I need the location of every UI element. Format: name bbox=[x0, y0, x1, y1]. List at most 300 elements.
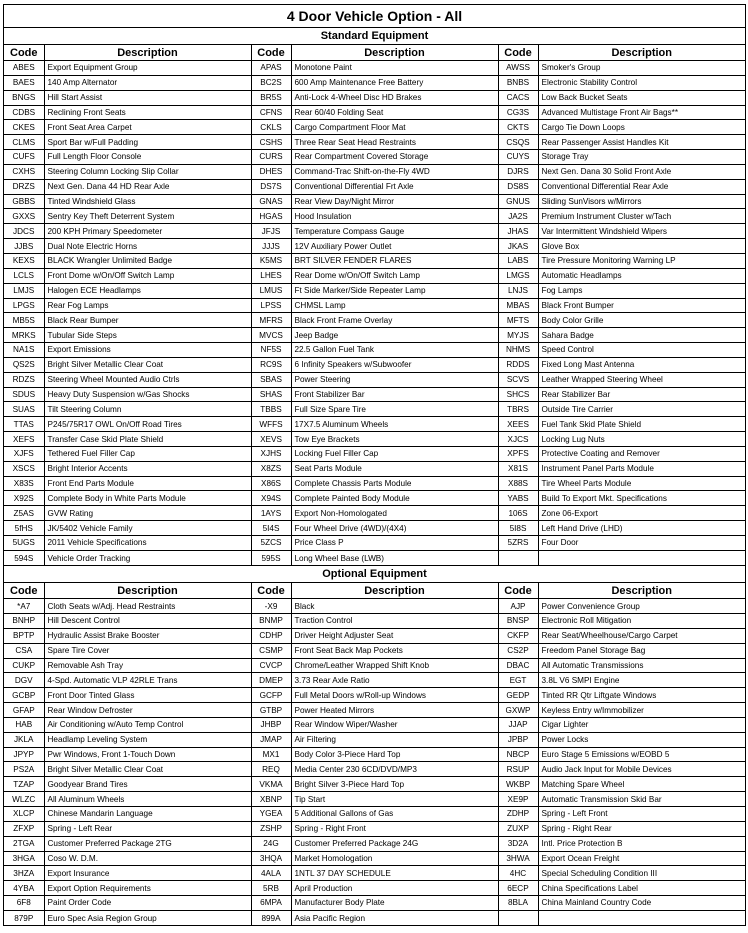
option-description: Anti-Lock 4-Wheel Disc HD Brakes bbox=[291, 90, 498, 105]
option-code: SHCS bbox=[498, 387, 538, 402]
table-row bbox=[4, 717, 745, 732]
table-row bbox=[4, 476, 745, 491]
option-code: BNSP bbox=[498, 614, 538, 629]
option-code: QS2S bbox=[4, 357, 44, 372]
option-description: Fog Lamps bbox=[538, 283, 745, 298]
description-header: Description bbox=[44, 583, 251, 599]
code-header: Code bbox=[4, 45, 44, 61]
option-description: JK/5402 Vehicle Family bbox=[44, 521, 251, 536]
option-description: Rear 60/40 Folding Seat bbox=[291, 105, 498, 120]
option-description: Export Insurance bbox=[44, 866, 251, 881]
option-code: APAS bbox=[251, 61, 291, 76]
option-code: GTBP bbox=[251, 703, 291, 718]
option-code: DS7S bbox=[251, 179, 291, 194]
option-code: 6F8 bbox=[4, 896, 44, 911]
option-description: Rear Stabilizer Bar bbox=[538, 387, 745, 402]
option-description: Command-Trac Shift-on-the-Fly 4WD bbox=[291, 164, 498, 179]
option-code: CACS bbox=[498, 90, 538, 105]
option-code: ZSHP bbox=[251, 821, 291, 836]
option-code: YGEA bbox=[251, 807, 291, 822]
option-code: SUAS bbox=[4, 402, 44, 417]
option-code: SCVS bbox=[498, 372, 538, 387]
option-code: 4HC bbox=[498, 866, 538, 881]
option-code: GNUS bbox=[498, 194, 538, 209]
option-description: Sliding SunVisors w/Mirrors bbox=[538, 194, 745, 209]
option-code: XE9P bbox=[498, 792, 538, 807]
table-row bbox=[4, 387, 745, 402]
option-code: CSMP bbox=[251, 643, 291, 658]
option-code: 5ZCS bbox=[251, 536, 291, 551]
option-code: LMGS bbox=[498, 268, 538, 283]
option-code: VKMA bbox=[251, 777, 291, 792]
option-description: Next Gen. Dana 30 Solid Front Axle bbox=[538, 164, 745, 179]
option-code: GCBP bbox=[4, 688, 44, 703]
option-description: Paint Order Code bbox=[44, 896, 251, 911]
option-code: K5MS bbox=[251, 253, 291, 268]
option-code: DHES bbox=[251, 164, 291, 179]
option-code: 3HGA bbox=[4, 851, 44, 866]
option-description: Audio Jack Input for Mobile Devices bbox=[538, 762, 745, 777]
option-description: GVW Rating bbox=[44, 506, 251, 521]
table-row bbox=[4, 506, 745, 521]
table-row bbox=[4, 298, 745, 313]
option-description: Fixed Long Mast Antenna bbox=[538, 357, 745, 372]
option-code: RC9S bbox=[251, 357, 291, 372]
option-description: 3.73 Rear Axle Ratio bbox=[291, 673, 498, 688]
option-description: Black Front Bumper bbox=[538, 298, 745, 313]
option-description: Heavy Duty Suspension w/Gas Shocks bbox=[44, 387, 251, 402]
option-code: BNBS bbox=[498, 75, 538, 90]
option-description: Tinted Windshield Glass bbox=[44, 194, 251, 209]
option-code: CKES bbox=[4, 120, 44, 135]
option-description: Tow Eye Brackets bbox=[291, 432, 498, 447]
option-description: Customer Preferred Package 24G bbox=[291, 836, 498, 851]
option-description: Full Metal Doors w/Roll-up Windows bbox=[291, 688, 498, 703]
optional-section-title: Optional Equipment bbox=[4, 565, 745, 583]
option-description: Matching Spare Wheel bbox=[538, 777, 745, 792]
option-description: Build To Export Mkt. Specifications bbox=[538, 491, 745, 506]
option-description: Electronic Roll Mitigation bbox=[538, 614, 745, 629]
option-code: WFFS bbox=[251, 417, 291, 432]
table-row bbox=[4, 357, 745, 372]
option-description: Price Class P bbox=[291, 536, 498, 551]
option-code: BNMP bbox=[251, 614, 291, 629]
option-description: 2011 Vehicle Specifications bbox=[44, 536, 251, 551]
table-row bbox=[4, 61, 745, 76]
option-code: Z5AS bbox=[4, 506, 44, 521]
option-description: Spring - Left Rear bbox=[44, 821, 251, 836]
option-description: Headlamp Leveling System bbox=[44, 732, 251, 747]
code-header: Code bbox=[251, 583, 291, 599]
option-code: TTAS bbox=[4, 417, 44, 432]
option-code: GXXS bbox=[4, 209, 44, 224]
option-code bbox=[498, 910, 538, 925]
option-description: Intl. Price Protection B bbox=[538, 836, 745, 851]
option-code: CDHP bbox=[251, 628, 291, 643]
option-description: Zone 06-Export bbox=[538, 506, 745, 521]
option-code: CDBS bbox=[4, 105, 44, 120]
option-code: MBAS bbox=[498, 298, 538, 313]
option-description: Advanced Multistage Front Air Bags** bbox=[538, 105, 745, 120]
option-description: Spring - Right Rear bbox=[538, 821, 745, 836]
option-code: MB5S bbox=[4, 313, 44, 328]
option-code: -X9 bbox=[251, 599, 291, 614]
option-description: April Production bbox=[291, 881, 498, 896]
option-description: Speed Control bbox=[538, 343, 745, 358]
option-code: WLZC bbox=[4, 792, 44, 807]
option-description: Four Door bbox=[538, 536, 745, 551]
option-code: 24G bbox=[251, 836, 291, 851]
option-description: Conventional Differential Rear Axle bbox=[538, 179, 745, 194]
option-code: ZFXP bbox=[4, 821, 44, 836]
page-title: 4 Door Vehicle Option - All bbox=[4, 5, 745, 28]
table-row bbox=[4, 417, 745, 432]
option-description: Instrument Panel Parts Module bbox=[538, 461, 745, 476]
option-description: Low Back Bucket Seats bbox=[538, 90, 745, 105]
option-code: LMUS bbox=[251, 283, 291, 298]
description-header: Description bbox=[538, 583, 745, 599]
option-description: Manufacturer Body Plate bbox=[291, 896, 498, 911]
option-code: MYJS bbox=[498, 328, 538, 343]
option-code: TBBS bbox=[251, 402, 291, 417]
option-description: Sentry Key Theft Deterrent System bbox=[44, 209, 251, 224]
option-code: XPFS bbox=[498, 446, 538, 461]
option-code: CKTS bbox=[498, 120, 538, 135]
option-description: Pwr Windows, Front 1-Touch Down bbox=[44, 747, 251, 762]
option-description: Spring - Left Front bbox=[538, 807, 745, 822]
option-code: CSHS bbox=[251, 135, 291, 150]
option-code: CKLS bbox=[251, 120, 291, 135]
option-description: Storage Tray bbox=[538, 150, 745, 165]
option-description: Automatic Transmission Skid Bar bbox=[538, 792, 745, 807]
table-row bbox=[4, 150, 745, 165]
option-code: XSCS bbox=[4, 461, 44, 476]
option-description: Steering Wheel Mounted Audio Ctrls bbox=[44, 372, 251, 387]
table-row bbox=[4, 836, 745, 851]
table-row bbox=[4, 432, 745, 447]
option-code: LHES bbox=[251, 268, 291, 283]
option-code: BNGS bbox=[4, 90, 44, 105]
option-code: PS2A bbox=[4, 762, 44, 777]
option-description: Rear Passenger Assist Handles Kit bbox=[538, 135, 745, 150]
option-code: X94S bbox=[251, 491, 291, 506]
option-description: Transfer Case Skid Plate Shield bbox=[44, 432, 251, 447]
option-code: CVCP bbox=[251, 658, 291, 673]
option-description: Hill Descent Control bbox=[44, 614, 251, 629]
option-description: Coso W. D.M. bbox=[44, 851, 251, 866]
table-row bbox=[4, 239, 745, 254]
option-code: 5ZRS bbox=[498, 536, 538, 551]
option-code: JPYP bbox=[4, 747, 44, 762]
option-description: Complete Painted Body Module bbox=[291, 491, 498, 506]
option-description: Removable Ash Tray bbox=[44, 658, 251, 673]
table-row bbox=[4, 792, 745, 807]
option-description: 22.5 Gallon Fuel Tank bbox=[291, 343, 498, 358]
option-code: XLCP bbox=[4, 807, 44, 822]
option-code: JHAS bbox=[498, 224, 538, 239]
option-description: Tire Pressure Monitoring Warning LP bbox=[538, 253, 745, 268]
option-description: All Automatic Transmissions bbox=[538, 658, 745, 673]
table-row bbox=[4, 268, 745, 283]
option-description: Tire Wheel Parts Module bbox=[538, 476, 745, 491]
option-code: JJAP bbox=[498, 717, 538, 732]
option-code: CS2P bbox=[498, 643, 538, 658]
option-code: XJCS bbox=[498, 432, 538, 447]
option-code: SBAS bbox=[251, 372, 291, 387]
option-description: 600 Amp Maintenance Free Battery bbox=[291, 75, 498, 90]
table-row bbox=[4, 658, 745, 673]
option-code: KEXS bbox=[4, 253, 44, 268]
option-description: Reclining Front Seats bbox=[44, 105, 251, 120]
option-code: AJP bbox=[498, 599, 538, 614]
option-description: Export Option Requirements bbox=[44, 881, 251, 896]
option-code: LPSS bbox=[251, 298, 291, 313]
option-code: WKBP bbox=[498, 777, 538, 792]
option-description: Special Scheduling Condition III bbox=[538, 866, 745, 881]
option-description: Four Wheel Drive (4WD)/(4X4) bbox=[291, 521, 498, 536]
option-code: NHMS bbox=[498, 343, 538, 358]
option-description: Premium Instrument Cluster w/Tach bbox=[538, 209, 745, 224]
table-row bbox=[4, 402, 745, 417]
option-description: 3.8L V6 SMPI Engine bbox=[538, 673, 745, 688]
option-code: BR5S bbox=[251, 90, 291, 105]
option-code: 6ECP bbox=[498, 881, 538, 896]
option-description: Keyless Entry w/Immobilizer bbox=[538, 703, 745, 718]
option-description: Tubular Side Steps bbox=[44, 328, 251, 343]
option-description: Full Length Floor Console bbox=[44, 150, 251, 165]
option-code: RSUP bbox=[498, 762, 538, 777]
option-code: 5fHS bbox=[4, 521, 44, 536]
option-code: 5RB bbox=[251, 881, 291, 896]
option-code: MX1 bbox=[251, 747, 291, 762]
table-row bbox=[4, 372, 745, 387]
option-description: Cloth Seats w/Adj. Head Restraints bbox=[44, 599, 251, 614]
option-description: Power Steering bbox=[291, 372, 498, 387]
option-code: TZAP bbox=[4, 777, 44, 792]
option-description: Freedom Panel Storage Bag bbox=[538, 643, 745, 658]
option-description: Smoker's Group bbox=[538, 61, 745, 76]
option-code bbox=[498, 550, 538, 565]
option-description: Front Seat Area Carpet bbox=[44, 120, 251, 135]
option-code: CUKP bbox=[4, 658, 44, 673]
option-description: Media Center 230 6CD/DVD/MP3 bbox=[291, 762, 498, 777]
option-code: CLMS bbox=[4, 135, 44, 150]
table-row bbox=[4, 224, 745, 239]
option-description: Complete Chassis Parts Module bbox=[291, 476, 498, 491]
table-row bbox=[4, 313, 745, 328]
table-row bbox=[4, 881, 745, 896]
code-header: Code bbox=[251, 45, 291, 61]
option-sheet bbox=[3, 4, 746, 926]
option-code: 6MPA bbox=[251, 896, 291, 911]
option-description: Outside Tire Carrier bbox=[538, 402, 745, 417]
option-description: Front Dome w/On/Off Switch Lamp bbox=[44, 268, 251, 283]
option-code: 594S bbox=[4, 550, 44, 565]
option-code: JPBP bbox=[498, 732, 538, 747]
option-code: *A7 bbox=[4, 599, 44, 614]
option-description: Complete Body in White Parts Module bbox=[44, 491, 251, 506]
option-description: 200 KPH Primary Speedometer bbox=[44, 224, 251, 239]
table-row bbox=[4, 179, 745, 194]
option-code: RDDS bbox=[498, 357, 538, 372]
option-description: Bright Interior Accents bbox=[44, 461, 251, 476]
table-row bbox=[4, 536, 745, 551]
option-description: Sahara Badge bbox=[538, 328, 745, 343]
option-code: XEES bbox=[498, 417, 538, 432]
optional-table bbox=[4, 583, 745, 925]
option-code: SDUS bbox=[4, 387, 44, 402]
option-code: BPTP bbox=[4, 628, 44, 643]
option-description: Body Color Grille bbox=[538, 313, 745, 328]
option-description: Chrome/Leather Wrapped Shift Knob bbox=[291, 658, 498, 673]
table-row bbox=[4, 461, 745, 476]
option-code: DRZS bbox=[4, 179, 44, 194]
option-description: 17X7.5 Aluminum Wheels bbox=[291, 417, 498, 432]
option-description: Ft Side Marker/Side Repeater Lamp bbox=[291, 283, 498, 298]
option-code: ZUXP bbox=[498, 821, 538, 836]
table-row bbox=[4, 135, 745, 150]
standard-table bbox=[4, 45, 745, 565]
option-description: Power Locks bbox=[538, 732, 745, 747]
option-description: Full Size Spare Tire bbox=[291, 402, 498, 417]
description-header: Description bbox=[538, 45, 745, 61]
table-row bbox=[4, 164, 745, 179]
description-header: Description bbox=[291, 45, 498, 61]
table-row bbox=[4, 446, 745, 461]
option-code: JKLA bbox=[4, 732, 44, 747]
option-description: BLACK Wrangler Unlimited Badge bbox=[44, 253, 251, 268]
option-description: Vehicle Order Tracking bbox=[44, 550, 251, 565]
option-description: Cigar Lighter bbox=[538, 717, 745, 732]
option-code: GFAP bbox=[4, 703, 44, 718]
option-code: GCFP bbox=[251, 688, 291, 703]
option-description: Rear View Day/Night Mirror bbox=[291, 194, 498, 209]
option-code: LMJS bbox=[4, 283, 44, 298]
option-description: Black Front Frame Overlay bbox=[291, 313, 498, 328]
option-code: 5I8S bbox=[498, 521, 538, 536]
option-description: Left Hand Drive (LHD) bbox=[538, 521, 745, 536]
option-description: China Specifications Label bbox=[538, 881, 745, 896]
option-code: MRKS bbox=[4, 328, 44, 343]
option-code: LABS bbox=[498, 253, 538, 268]
table-row bbox=[4, 550, 745, 565]
option-description: Sport Bar w/Full Padding bbox=[44, 135, 251, 150]
option-code: 1AYS bbox=[251, 506, 291, 521]
option-description: Seat Parts Module bbox=[291, 461, 498, 476]
table-row bbox=[4, 777, 745, 792]
option-code: NF5S bbox=[251, 343, 291, 358]
table-row bbox=[4, 75, 745, 90]
option-description: Tinted RR Qtr Liftgate Windows bbox=[538, 688, 745, 703]
option-code: XEVS bbox=[251, 432, 291, 447]
option-code: 8BLA bbox=[498, 896, 538, 911]
option-description: Monotone Paint bbox=[291, 61, 498, 76]
option-code: MFRS bbox=[251, 313, 291, 328]
table-row bbox=[4, 105, 745, 120]
option-code: REQ bbox=[251, 762, 291, 777]
option-description: Tethered Fuel Filler Cap bbox=[44, 446, 251, 461]
table-row bbox=[4, 688, 745, 703]
option-description: Body Color 3-Piece Hard Top bbox=[291, 747, 498, 762]
option-description: Black Rear Bumper bbox=[44, 313, 251, 328]
option-code: XEFS bbox=[4, 432, 44, 447]
option-code: CUFS bbox=[4, 150, 44, 165]
option-description: Electronic Stability Control bbox=[538, 75, 745, 90]
option-description bbox=[538, 550, 745, 565]
option-code: JJBS bbox=[4, 239, 44, 254]
option-description: Power Heated Mirrors bbox=[291, 703, 498, 718]
table-row bbox=[4, 209, 745, 224]
option-description: Customer Preferred Package 2TG bbox=[44, 836, 251, 851]
table-row bbox=[4, 628, 745, 643]
code-header: Code bbox=[498, 583, 538, 599]
option-description: Front Door Tinted Glass bbox=[44, 688, 251, 703]
option-code: HGAS bbox=[251, 209, 291, 224]
option-description: Leather Wrapped Steering Wheel bbox=[538, 372, 745, 387]
option-code: JA2S bbox=[498, 209, 538, 224]
option-description: Market Homologation bbox=[291, 851, 498, 866]
option-description: Next Gen. Dana 44 HD Rear Axle bbox=[44, 179, 251, 194]
option-description: Fuel Tank Skid Plate Shield bbox=[538, 417, 745, 432]
option-description: Front Seat Back Map Pockets bbox=[291, 643, 498, 658]
option-code: 3D2A bbox=[498, 836, 538, 851]
option-description: Temperature Compass Gauge bbox=[291, 224, 498, 239]
option-code: JDCS bbox=[4, 224, 44, 239]
option-description: Steering Column Locking Slip Collar bbox=[44, 164, 251, 179]
option-description: Hydraulic Assist Brake Booster bbox=[44, 628, 251, 643]
option-description: Bright Silver 3-Piece Hard Top bbox=[291, 777, 498, 792]
header-row bbox=[4, 583, 745, 599]
option-code: 879P bbox=[4, 910, 44, 925]
option-description: Spring - Right Front bbox=[291, 821, 498, 836]
code-header: Code bbox=[498, 45, 538, 61]
option-code: CSQS bbox=[498, 135, 538, 150]
option-description: Traction Control bbox=[291, 614, 498, 629]
option-description: Driver Height Adjuster Seat bbox=[291, 628, 498, 643]
standard-section-title: Standard Equipment bbox=[4, 28, 745, 45]
option-code: JKAS bbox=[498, 239, 538, 254]
option-description: Spare Tire Cover bbox=[44, 643, 251, 658]
option-code: XJFS bbox=[4, 446, 44, 461]
option-code: 3HWA bbox=[498, 851, 538, 866]
option-code: LNJS bbox=[498, 283, 538, 298]
table-row bbox=[4, 821, 745, 836]
option-code: GNAS bbox=[251, 194, 291, 209]
option-code: X81S bbox=[498, 461, 538, 476]
option-description: Automatic Headlamps bbox=[538, 268, 745, 283]
option-code: AWSS bbox=[498, 61, 538, 76]
option-code: JFJS bbox=[251, 224, 291, 239]
option-description: 1NTL 37 DAY SCHEDULE bbox=[291, 866, 498, 881]
option-description: Power Convenience Group bbox=[538, 599, 745, 614]
table-row bbox=[4, 491, 745, 506]
option-description: 12V Auxiliary Power Outlet bbox=[291, 239, 498, 254]
option-code: YABS bbox=[498, 491, 538, 506]
option-description: Protective Coating and Remover bbox=[538, 446, 745, 461]
option-code: GBBS bbox=[4, 194, 44, 209]
option-description: Tip Start bbox=[291, 792, 498, 807]
option-code: BC2S bbox=[251, 75, 291, 90]
option-description: Var Intermittent Windshield Wipers bbox=[538, 224, 745, 239]
option-code: MVCS bbox=[251, 328, 291, 343]
option-code: MFTS bbox=[498, 313, 538, 328]
option-code: CXHS bbox=[4, 164, 44, 179]
option-code: X88S bbox=[498, 476, 538, 491]
option-code: 106S bbox=[498, 506, 538, 521]
option-description: Glove Box bbox=[538, 239, 745, 254]
option-description: Export Emissions bbox=[44, 343, 251, 358]
option-code: CSA bbox=[4, 643, 44, 658]
